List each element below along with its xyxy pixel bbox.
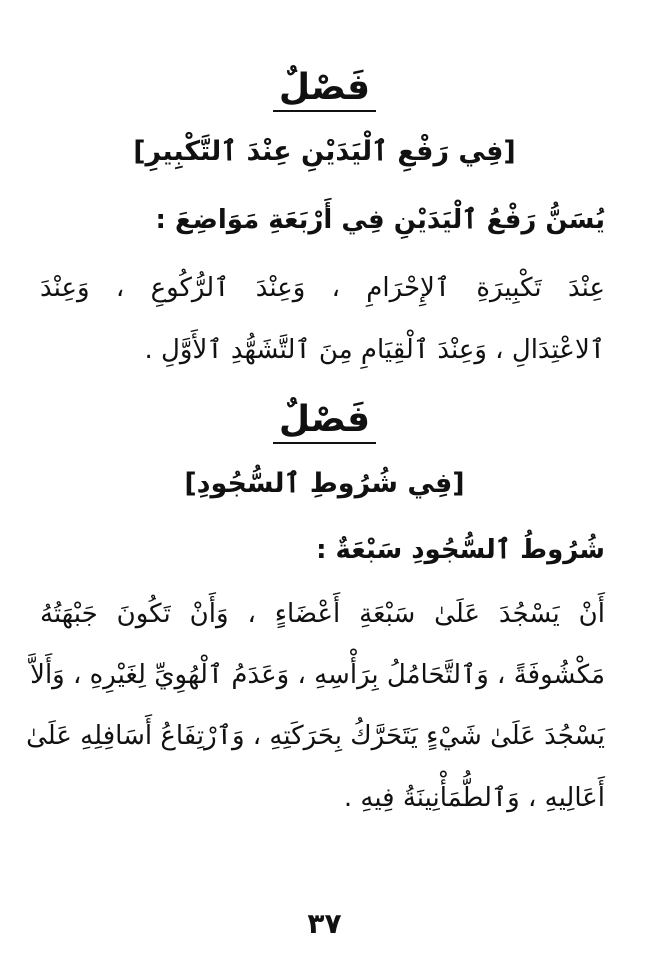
lead-sentence-raising-hands: يُسَنُّ رَفْعُ ٱلْيَدَيْنِ فِي أَرْبَعَةِ مَوَاضِعَ : — [155, 205, 605, 235]
body-line: عِنْدَ تَكْبِيرَةِ ٱلإِحْرَامِ ، وَعِنْدَ ٱلرُّكُوعِ ، وَعِنْدَ — [40, 273, 605, 303]
body-line: ٱلاعْتِدَالِ ، وَعِنْدَ ٱلْقِيَامِ مِنَ ٱلتَّشَهُّدِ ٱلأَوَّلِ . — [144, 335, 605, 365]
page-number: ٣٧ — [307, 907, 342, 940]
section-heading-raising-hands: [فِي رَفْعِ ٱلْيَدَيْنِ عِنْدَ ٱلتَّكْبِيرِ] — [133, 136, 516, 167]
body-line: يَسْجُدَ عَلَىٰ شَيْءٍ يَتَحَرَّكُ بِحَرَكَتِهِ ، وَٱرْتِفَاعُ أَسَافِلِهِ عَلَىٰ — [26, 721, 605, 751]
section-heading-prostration-conditions: [فِي شُرُوطِ ٱلسُّجُودِ] — [184, 468, 465, 499]
fasl-title-1: فَصْلٌ — [273, 66, 376, 112]
body-line: أَعَالِيهِ ، وَٱلطُّمَأْنِينَةُ فِيهِ . — [343, 783, 605, 813]
body-line: أَنْ يَسْجُدَ عَلَىٰ سَبْعَةِ أَعْضَاءٍ ، وَأَنْ تَكُونَ جَبْهَتُهُ — [40, 599, 605, 629]
fasl-title-2: فَصْلٌ — [273, 398, 376, 444]
body-line: مَكْشُوفَةً ، وَٱلتَّحَامُلُ بِرَأْسِهِ ، وَعَدَمُ ٱلْهُوِيِّ لِغَيْرِهِ ، وَأَلاَّ — [30, 660, 605, 690]
lead-sentence-prostration-conditions: شُرُوطُ ٱلسُّجُودِ سَبْعَةٌ : — [316, 535, 605, 565]
section-ornament-fasl-2 — [0, 398, 649, 444]
section-ornament-fasl-1 — [0, 66, 649, 112]
